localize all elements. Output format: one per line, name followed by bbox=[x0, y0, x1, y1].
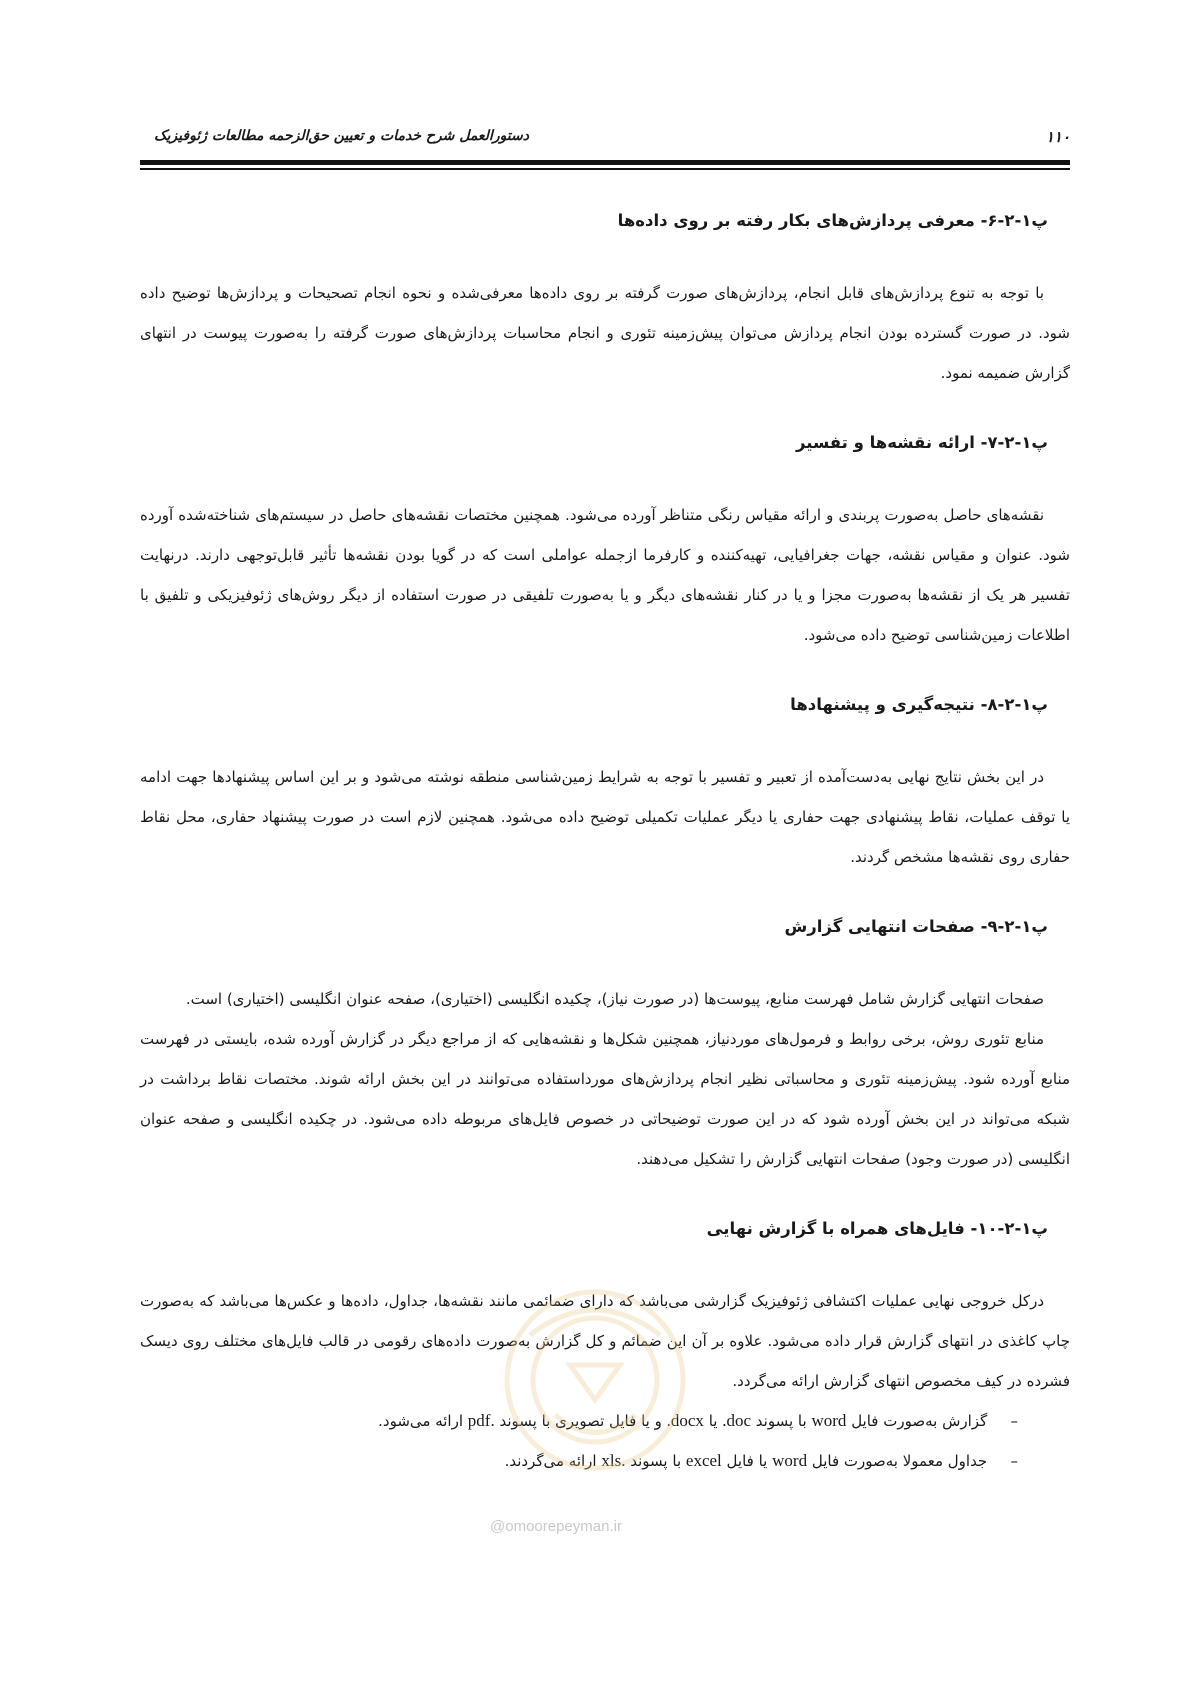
list-text: و یا فایل تصویری با پسوند bbox=[499, 1412, 662, 1430]
section-heading: پ۱-۲-۶- معرفی پردازش‌های بکار رفته بر روی داده‌ها bbox=[617, 211, 1048, 230]
header-rule-thin bbox=[140, 168, 1070, 170]
section-heading: پ۱-۲-۹- صفحات انتهایی گزارش bbox=[784, 917, 1048, 936]
running-title: دستورالعمل شرح خدمات و تعیین حق‌الزحمه مطالعات ژئوفیزیک bbox=[154, 128, 529, 144]
paragraph: نقشه‌های حاصل به‌صورت پربندی و ارائه مقیاس رنگی متناظر آورده می‌شود. همچنین مختصات نقشه‌های حاصل در سیستم‌های شناخته‌شده آورده شود. عنوان و مقیاس نقشه، جهات جغرافیایی، تهیه‌کننده و کارفرما ازجمله عواملی است که در گویا بودن نقشه‌ها تأثیر قابل‌توجهی دارند. درنهایت تفسیر هر یک از نقشه‌ها به‌صورت مجزا و یا در کنار نقشه‌های دیگر و یا به‌صورت تلفیقی در صورت استفاده از دیگر روش‌های ژئوفیزیکی و تلفیق با اطلاعات زمین‌شناسی توضیح داده می‌شود. bbox=[140, 506, 1070, 644]
list-text: ارائه می‌گردند. bbox=[504, 1452, 597, 1470]
list-text: گزارش به‌صورت فایل bbox=[851, 1412, 988, 1430]
paragraph: با توجه به تنوع پردازش‌های قابل انجام، پردازش‌های صورت گرفته بر روی داده‌ها معرفی‌شده و نحوه انجام تصحیحات و پردازش‌ها توضیح داده شود. در صورت گسترده بودن انجام پردازش می‌توان پیش‌زمینه تئوری و انجام محاسبات پردازش‌های صورت گرفته را به‌صورت پیوست در انتهای گزارش ضمیمه نمود. bbox=[140, 284, 1070, 382]
dash-bullet: – bbox=[1010, 1412, 1018, 1430]
list-text: یا bbox=[708, 1412, 718, 1430]
list-text: جداول معمولا به‌صورت فایل bbox=[811, 1452, 988, 1470]
watermark-text: @omoorepeyman.ir bbox=[490, 1518, 622, 1535]
list-text: یا فایل bbox=[726, 1452, 768, 1470]
paragraph: صفحات انتهایی گزارش شامل فهرست منابع، پیوست‌ها (در صورت نیاز)، چکیده انگلیسی (اختیاری)، صفحه عنوان انگلیسی (اختیاری) است. bbox=[185, 990, 1044, 1008]
format-term: .docx bbox=[666, 1411, 704, 1430]
list-item bbox=[140, 1441, 1018, 1481]
list-text: با پسوند bbox=[755, 1412, 807, 1430]
page-content bbox=[140, 205, 1070, 1481]
list-item bbox=[140, 1401, 1018, 1441]
paragraph: درکل خروجی نهایی عملیات اکتشافی ژئوفیزیک گزارشی می‌باشد که دارای ضمائمی مانند نقشه‌ها، جداول، داده‌ها و عکس‌ها می‌باشد که به‌صورت چاپ کاغذی در انتهای گزارش قرار داده می‌شود. علاوه بر آن این ضمائم و کل گزارش به‌صورت داده‌های رقومی در قالب فایل‌های مختلف روی دیسک فشرده در کیف مخصوص انتهای گزارش ارائه می‌گردد. bbox=[140, 1292, 1070, 1390]
dash-bullet: – bbox=[1010, 1452, 1018, 1470]
format-term: xls. bbox=[601, 1451, 626, 1470]
page-number: ۱۱۰ bbox=[1045, 128, 1070, 146]
section-heading: پ۱-۲-۷- ارائه نقشه‌ها و تفسیر bbox=[795, 433, 1048, 452]
format-term: .doc bbox=[722, 1411, 752, 1430]
list-text: ارائه می‌شود. bbox=[378, 1412, 464, 1430]
section-heading: پ۱-۲-۸- نتیجه‌گیری و پیشنهادها bbox=[790, 695, 1048, 714]
format-term: pdf. bbox=[467, 1411, 495, 1430]
format-term: word bbox=[811, 1411, 847, 1430]
paragraph: در این بخش نتایج نهایی به‌دست‌آمده از تعبیر و تفسیر با توجه به شرایط زمین‌شناسی منطقه نوشته می‌شود و بر این اساس پیشنهادها جهت ادامه یا توقف عملیات، نقاط پیشنهادی جهت حفاری یا دیگر عملیات تکمیلی توضیح داده می‌شود. همچنین لازم است در صورت پیشنهاد حفاری، محل نقاط حفاری روی نقشه‌ها مشخص گردند. bbox=[140, 768, 1070, 866]
file-format-list bbox=[140, 1401, 1070, 1481]
format-term: excel bbox=[685, 1451, 722, 1470]
section-heading: پ۱-۲-۱۰- فایل‌های همراه با گزارش نهایی bbox=[706, 1219, 1048, 1238]
format-term: word bbox=[772, 1451, 808, 1470]
paragraph: منابع تئوری روش، برخی روابط و فرمول‌های موردنیاز، همچنین شکل‌ها و نقشه‌هایی که از مراجع دیگر در گزارش آورده شده، بایستی در فهرست منابع آورده شود. پیش‌زمینه تئوری و محاسباتی نظیر انجام پردازش‌های مورداستفاده می‌توانند در این بخش ارائه شوند. مختصات نقاط برداشت در شبکه می‌تواند در این بخش آورده شود که در این صورت توضیحاتی در خصوص فایل‌های مربوطه داده می‌شود. در چکیده انگلیسی و صفحه عنوان انگلیسی (در صورت وجود) صفحات انتهایی گزارش را تشکیل می‌دهند. bbox=[140, 1030, 1070, 1168]
running-header bbox=[140, 128, 1070, 154]
list-text: با پسوند bbox=[630, 1452, 682, 1470]
header-rule-thick bbox=[140, 160, 1070, 165]
